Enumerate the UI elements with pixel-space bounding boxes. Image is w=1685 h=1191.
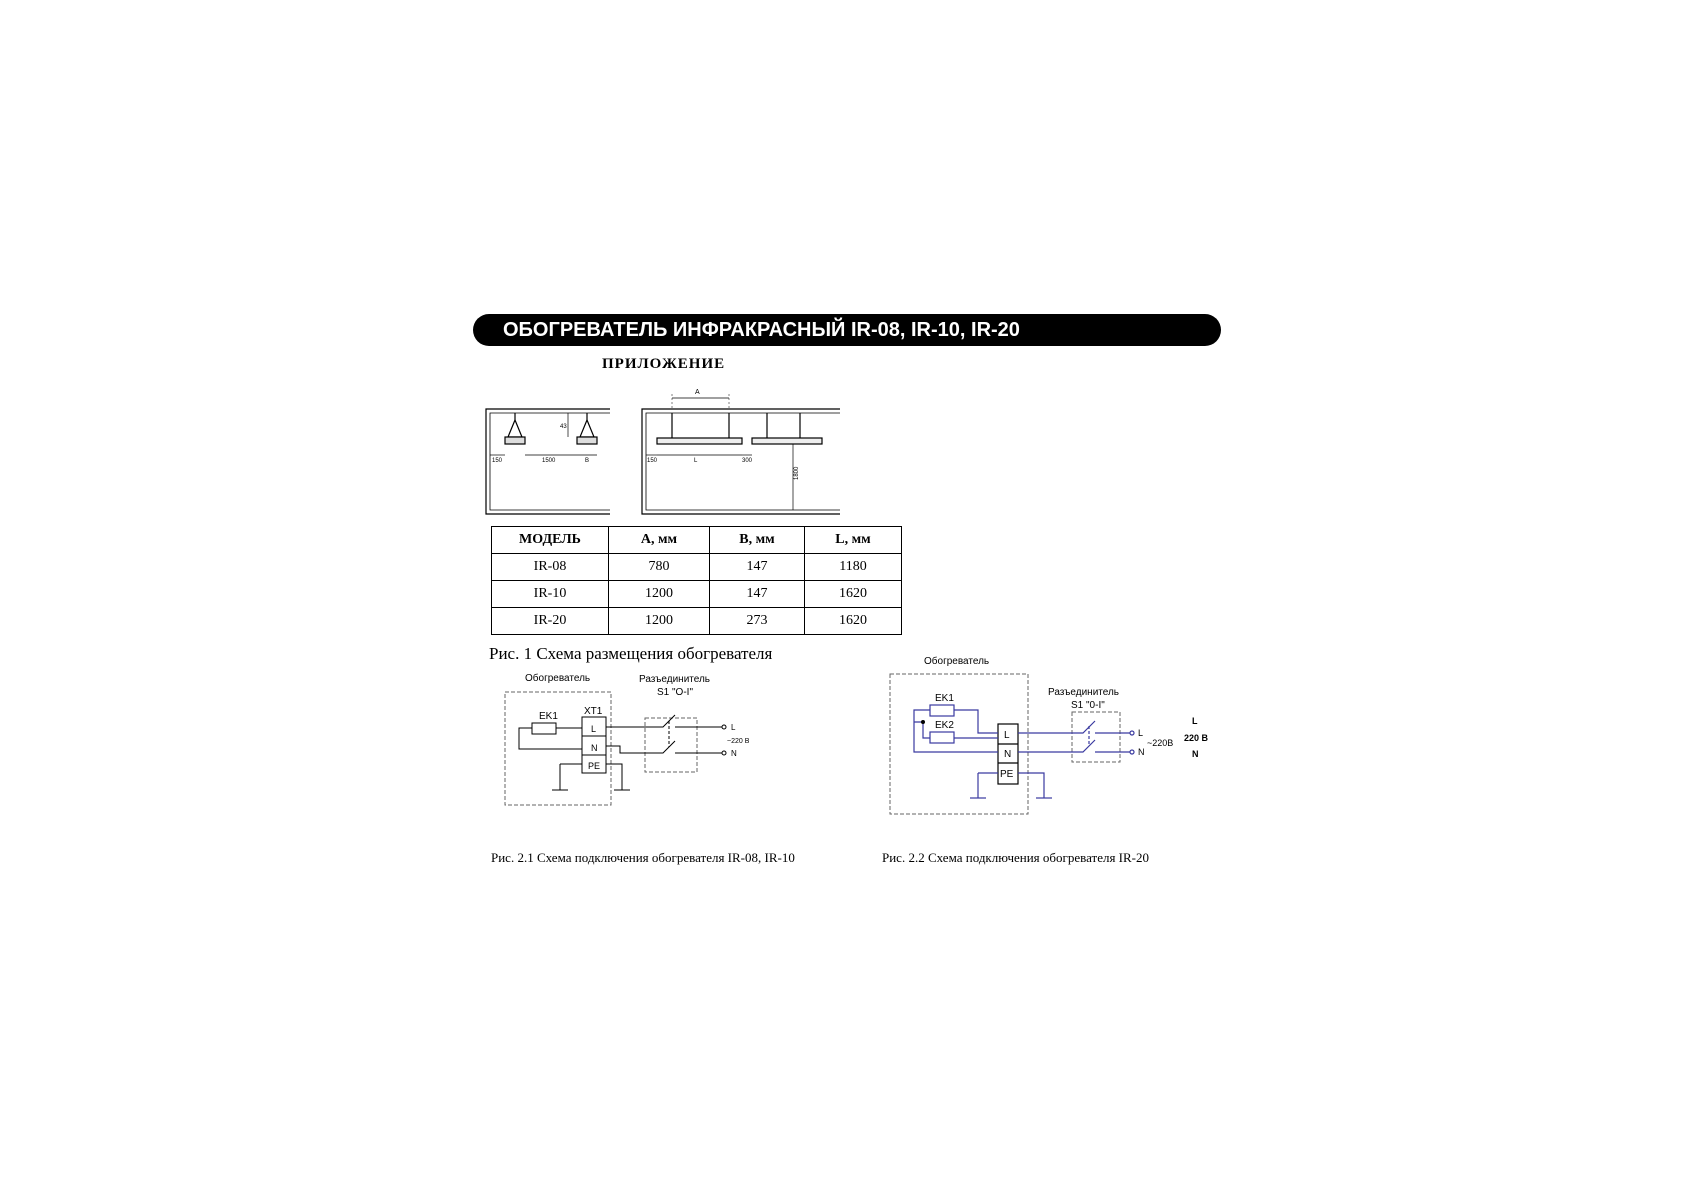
table-row bbox=[492, 554, 902, 581]
table-cell: 273 bbox=[710, 608, 805, 635]
fig21-caption: Рис. 2.1 Схема подключения обогревателя IR-08, IR-10 bbox=[491, 850, 795, 865]
dim-1800: 1800 bbox=[794, 466, 800, 480]
placement-drawing bbox=[480, 380, 840, 520]
schema1-line-l: L bbox=[731, 723, 736, 732]
table-row bbox=[492, 581, 902, 608]
header-a: A, мм bbox=[609, 527, 710, 554]
dim-a: A bbox=[695, 389, 700, 396]
page-title: ОБОГРЕВАТЕЛЬ ИНФРАКРАСНЫЙ IR-08, IR-10, IR-20 bbox=[503, 319, 1020, 341]
table-cell: 1200 bbox=[609, 608, 710, 635]
table-cell: 780 bbox=[609, 554, 710, 581]
fig1-caption: Рис. 1 Схема размещения обогревателя bbox=[489, 644, 773, 663]
schema2-term-pe: PE bbox=[1000, 769, 1014, 780]
wiring-diagram-ir08-ir10 bbox=[495, 670, 785, 810]
table-cell: IR-08 bbox=[492, 554, 609, 581]
wiring-diagram-ir20 bbox=[885, 650, 1225, 822]
schema1-term-n: N bbox=[591, 743, 598, 753]
table-cell: 1620 bbox=[805, 581, 902, 608]
table-cell: IR-20 bbox=[492, 608, 609, 635]
header-l: L, мм bbox=[805, 527, 902, 554]
dim-l: L bbox=[694, 458, 698, 464]
header-b: B, мм bbox=[710, 527, 805, 554]
schema2-legend-n: N bbox=[1192, 749, 1199, 759]
schema2-legend-l: L bbox=[1192, 716, 1198, 726]
dim-300: 300 bbox=[742, 458, 753, 464]
dim-b: B bbox=[585, 458, 590, 464]
table-cell: 147 bbox=[710, 554, 805, 581]
header-model: МОДЕЛЬ bbox=[492, 527, 609, 554]
dim-1500: 1500 bbox=[542, 458, 556, 464]
schema1-disconnector-label: Разъединитель bbox=[639, 674, 711, 685]
table-cell: 147 bbox=[710, 581, 805, 608]
schema1-ek1: EK1 bbox=[539, 711, 558, 722]
table-row bbox=[492, 608, 902, 635]
schema2-ek2: EK2 bbox=[935, 720, 954, 731]
schema1-switch-label: S1 "O-I" bbox=[657, 687, 693, 698]
title-banner bbox=[473, 314, 1221, 346]
schema1-term-l: L bbox=[591, 724, 597, 734]
schema1-term-pe: PE bbox=[588, 761, 601, 771]
placement-right-view bbox=[642, 394, 840, 514]
table-cell: 1200 bbox=[609, 581, 710, 608]
table-cell: IR-10 bbox=[492, 581, 609, 608]
fig22-caption: Рис. 2.2 Схема подключения обогревателя IR-20 bbox=[882, 850, 1150, 865]
schema2-term-l: L bbox=[1004, 730, 1010, 741]
dim-43: 43 bbox=[560, 424, 567, 430]
schema2-voltage: ~220В bbox=[1147, 738, 1174, 748]
schema2-term-n: N bbox=[1004, 749, 1012, 760]
dim-150-left: 150 bbox=[492, 458, 503, 464]
schema2-line-l: L bbox=[1138, 728, 1144, 738]
schema1-voltage: ~220 В bbox=[727, 738, 750, 745]
schema2-ek1: EK1 bbox=[935, 693, 954, 704]
dimensions-table bbox=[491, 526, 902, 635]
table-cell: 1620 bbox=[805, 608, 902, 635]
schema2-switch-label: S1 "0-I" bbox=[1071, 700, 1105, 711]
dim-150-right: 150 bbox=[647, 458, 658, 464]
schema2-legend-voltage: 220 В bbox=[1184, 733, 1209, 743]
schema2-line-n: N bbox=[1138, 747, 1145, 757]
schema2-disconnector-label: Разъединитель bbox=[1048, 687, 1120, 698]
table-header-row bbox=[492, 527, 902, 554]
table-cell: 1180 bbox=[805, 554, 902, 581]
appendix-title: ПРИЛОЖЕНИЕ bbox=[602, 356, 726, 372]
schema1-line-n: N bbox=[731, 749, 737, 758]
schema1-xt1: XT1 bbox=[584, 706, 603, 717]
schema2-heater-label: Обогреватель bbox=[924, 656, 990, 667]
schema1-heater-label: Обогреватель bbox=[525, 673, 591, 684]
